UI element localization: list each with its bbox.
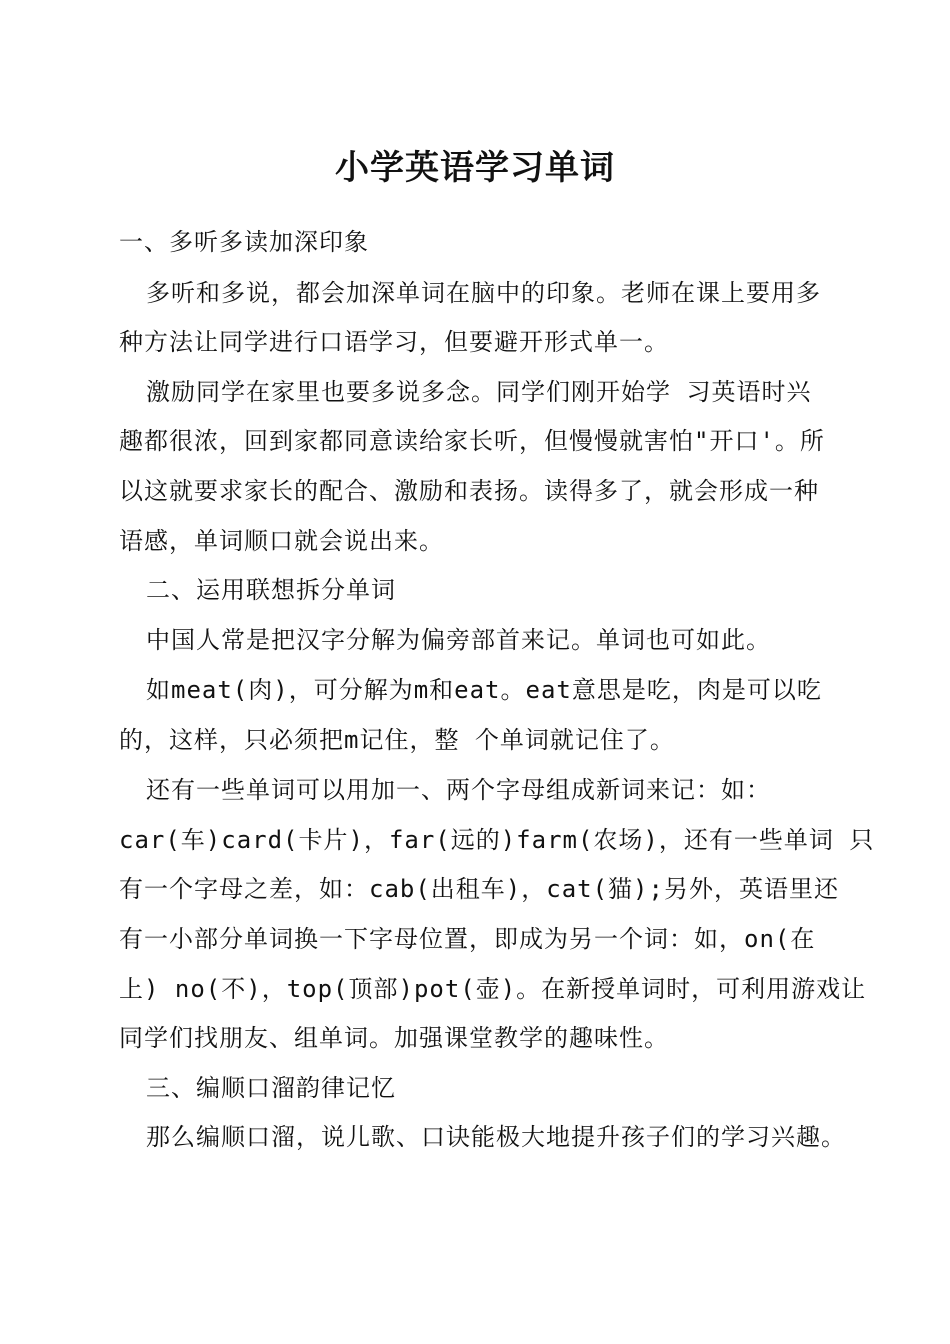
paragraph-line: 多听和多说，都会加深单词在脑中的印象。老师在课上要用多: [146, 279, 821, 307]
section-heading-2: 二、运用联想拆分单词: [146, 576, 396, 604]
paragraph-line: 同学们找朋友、组单词。加强课堂教学的趣味性。: [119, 1024, 669, 1052]
section-heading-1: 一、多听多读加深印象: [119, 228, 369, 256]
paragraph-line: 有一个字母之差，如：cab(出租车)，cat(猫);另外，英语里还: [119, 875, 839, 903]
paragraph-line: 激励同学在家里也要多说多念。同学们刚开始学 习英语时兴: [146, 378, 812, 406]
paragraph-line: 还有一些单词可以用加一、两个字母组成新词来记：如：: [146, 776, 771, 804]
section-heading-3: 三、编顺口溜韵律记忆: [146, 1074, 396, 1102]
paragraph-line: 有一小部分单词换一下字母位置，即成为另一个词：如，on(在: [119, 925, 816, 953]
paragraph-line: 如meat(肉)，可分解为m和eat。eat意思是吃，肉是可以吃: [146, 676, 822, 704]
paragraph-line: 上) no(不)，top(顶部)pot(壶)。在新授单词时，可利用游戏让: [119, 975, 867, 1003]
paragraph-line: 趣都很浓，回到家都同意读给家长听，但慢慢就害怕"开口'。所: [119, 427, 825, 455]
paragraph-line: 的，这样，只必须把m记住，整 个单词就记住了。: [119, 726, 675, 754]
paragraph-line: 种方法让同学进行口语学习，但要避开形式单一。: [119, 328, 669, 356]
paragraph-line: car(车)card(卡片)，far(远的)farm(农场)，还有一些单词 只: [119, 826, 875, 854]
paragraph-line: 中国人常是把汉字分解为偏旁部首来记。单词也可如此。: [146, 626, 771, 654]
paragraph-line: 以这就要求家长的配合、激励和表扬。读得多了，就会形成一种: [119, 477, 819, 505]
paragraph-line: 语感，单词顺口就会说出来。: [119, 527, 444, 555]
paragraph-line: 那么编顺口溜，说儿歌、口诀能极大地提升孩子们的学习兴趣。: [146, 1123, 846, 1151]
document-title: 小学英语学习单词: [335, 148, 615, 188]
